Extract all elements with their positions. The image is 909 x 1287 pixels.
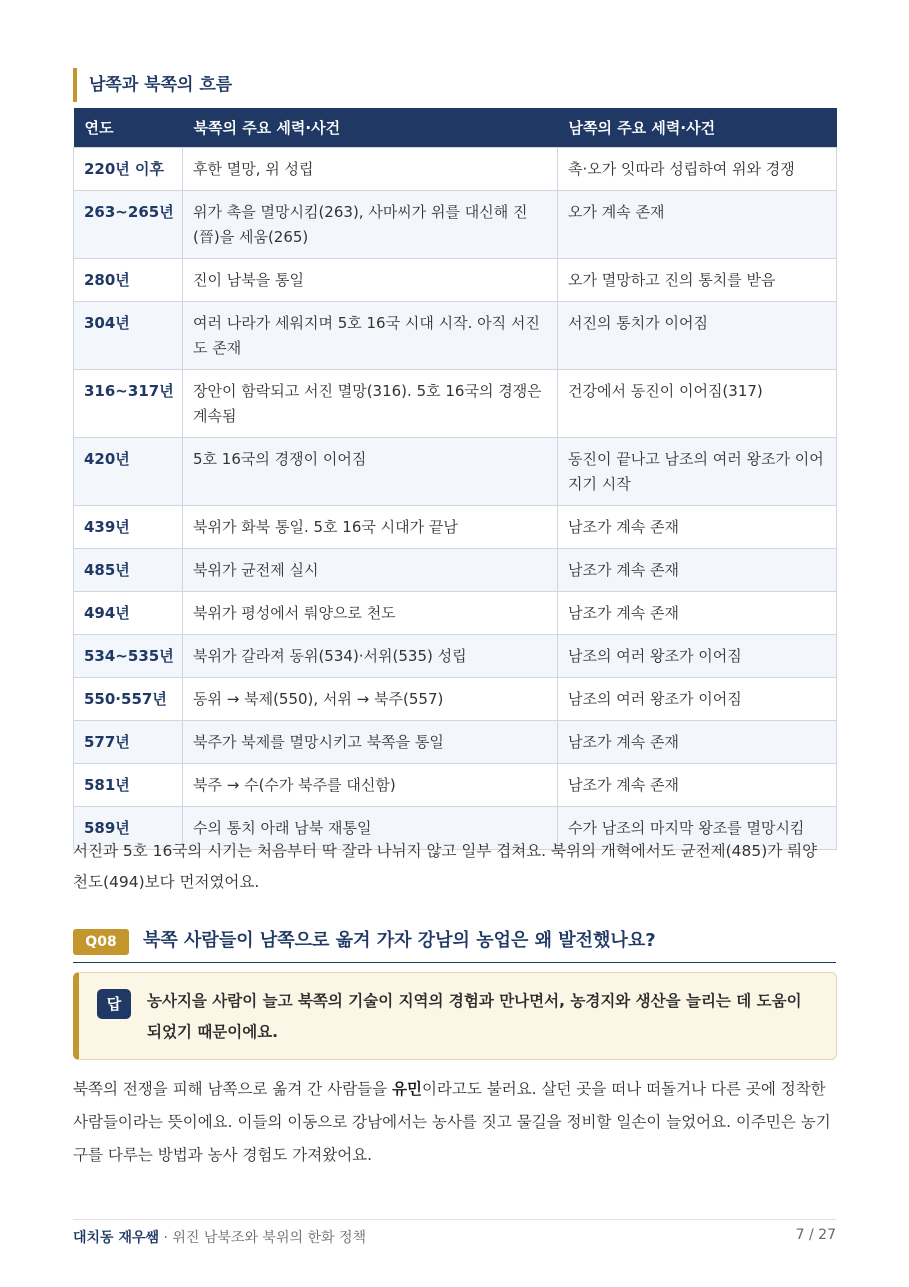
- table-row: [74, 764, 837, 807]
- year-cell: 439년: [74, 506, 183, 549]
- table-row: [74, 721, 837, 764]
- page-footer: [73, 1219, 836, 1252]
- south-cell: 남조의 여러 왕조가 이어짐: [558, 635, 837, 678]
- north-cell: 여러 나라가 세워지며 5호 16국 시대 시작. 아직 서진도 존재: [183, 302, 558, 370]
- answer-badge: 답: [97, 989, 131, 1019]
- year-cell: 316~317년: [74, 370, 183, 438]
- north-cell: 동위 → 북제(550), 서위 → 북주(557): [183, 678, 558, 721]
- page-number: 7 / 27: [795, 1227, 836, 1243]
- north-cell: 장안이 함락되고 서진 멸망(316). 5호 16국의 경쟁은 계속됨: [183, 370, 558, 438]
- table-row: [74, 302, 837, 370]
- answer-box: [73, 972, 837, 1060]
- table-row: [74, 635, 837, 678]
- south-cell: 서진의 통치가 이어짐: [558, 302, 837, 370]
- year-cell: 550·557년: [74, 678, 183, 721]
- north-cell: 위가 촉을 멸망시킴(263), 사마씨가 위를 대신해 진(晉)을 세움(265): [183, 191, 558, 259]
- south-cell: 동진이 끝나고 남조의 여러 왕조가 이어지기 시작: [558, 438, 837, 506]
- north-cell: 북위가 갈라져 동위(534)·서위(535) 성립: [183, 635, 558, 678]
- table-row: [74, 506, 837, 549]
- south-cell: 남조가 계속 존재: [558, 506, 837, 549]
- south-cell: 오가 멸망하고 진의 통치를 받음: [558, 259, 837, 302]
- south-cell: 남조가 계속 존재: [558, 764, 837, 807]
- year-cell: 304년: [74, 302, 183, 370]
- question-text: 북쪽 사람들이 남쪽으로 옮겨 가자 강남의 농업은 왜 발전했나요?: [143, 930, 656, 951]
- table-body: [74, 148, 837, 850]
- north-cell: 북위가 화북 통일. 5호 16국 시대가 끝남: [183, 506, 558, 549]
- answer-text: 농사지을 사람이 늘고 북쪽의 기술이 지역의 경험과 만나면서, 농경지와 생산을 늘리는 데 도움이 되었기 때문이에요.: [147, 992, 802, 1041]
- south-cell: 남조가 계속 존재: [558, 549, 837, 592]
- footer-separator: ·: [159, 1230, 173, 1246]
- explanation-paragraph: [73, 1073, 836, 1172]
- north-cell: 북위가 평성에서 뤄양으로 천도: [183, 592, 558, 635]
- footer-brand: 대치동 재우쌤: [73, 1230, 160, 1246]
- header-north: 북쪽의 주요 세력·사건: [183, 108, 558, 148]
- year-cell: 263~265년: [74, 191, 183, 259]
- south-cell: 남조가 계속 존재: [558, 721, 837, 764]
- table-row: [74, 259, 837, 302]
- table-row: [74, 592, 837, 635]
- table-row: [74, 148, 837, 191]
- explanation-text-before: 북쪽의 전쟁을 피해 남쪽으로 옮겨 간 사람들을: [73, 1080, 392, 1098]
- south-cell: 오가 계속 존재: [558, 191, 837, 259]
- table-row: [74, 549, 837, 592]
- year-cell: 220년 이후: [74, 148, 183, 191]
- table-row: [74, 191, 837, 259]
- south-cell: 촉·오가 잇따라 성립하여 위와 경쟁: [558, 148, 837, 191]
- north-cell: 북주가 북제를 멸망시키고 북쪽을 통일: [183, 721, 558, 764]
- year-cell: 581년: [74, 764, 183, 807]
- question-heading: [73, 925, 836, 963]
- north-cell: 후한 멸망, 위 성립: [183, 148, 558, 191]
- footer-left: [73, 1227, 366, 1247]
- year-cell: 589년: [74, 807, 183, 850]
- north-cell: 북위가 균전제 실시: [183, 549, 558, 592]
- footer-subtitle: 위진 남북조와 북위의 한화 정책: [172, 1230, 367, 1246]
- explanation-text-after: 이라고도 불러요. 살던 곳을 떠나 떠돌거나 다른 곳에 정착한 사람들이라는 뜻이에요. 이들의 이동으로 강남에서는 농사를 짓고 물길을 정비할 일손이 늘었어요. 이주민은 농기구를 다루는 방법과 농사 경험도 가져왔어요.: [73, 1080, 831, 1164]
- table-row: [74, 678, 837, 721]
- section-title: 남쪽과 북쪽의 흐름: [73, 68, 489, 102]
- south-cell: 남조의 여러 왕조가 이어짐: [558, 678, 837, 721]
- year-cell: 420년: [74, 438, 183, 506]
- header-year: 연도: [74, 108, 183, 148]
- north-cell: 진이 남북을 통일: [183, 259, 558, 302]
- south-cell: 남조가 계속 존재: [558, 592, 837, 635]
- year-cell: 494년: [74, 592, 183, 635]
- north-cell: 5호 16국의 경쟁이 이어짐: [183, 438, 558, 506]
- north-cell: 북주 → 수(수가 북주를 대신함): [183, 764, 558, 807]
- south-cell: 건강에서 동진이 이어짐(317): [558, 370, 837, 438]
- timeline-table: [73, 108, 837, 850]
- south-cell: 수가 남조의 마지막 왕조를 멸망시킴: [558, 807, 837, 850]
- table-header-row: [74, 108, 837, 148]
- table-note: 서진과 5호 16국의 시기는 처음부터 딱 잘라 나뉘지 않고 일부 겹쳐요. 북위의 개혁에서도 균전제(485)가 뤄양 천도(494)보다 먼저였어요.: [73, 842, 818, 891]
- table-row: [74, 438, 837, 506]
- table-row: [74, 370, 837, 438]
- year-cell: 577년: [74, 721, 183, 764]
- year-cell: 280년: [74, 259, 183, 302]
- question-badge: Q08: [73, 929, 129, 955]
- north-cell: 수의 통치 아래 남북 재통일: [183, 807, 558, 850]
- year-cell: 534~535년: [74, 635, 183, 678]
- key-term: 유민: [391, 1080, 422, 1098]
- header-south: 남쪽의 주요 세력·사건: [558, 108, 837, 148]
- year-cell: 485년: [74, 549, 183, 592]
